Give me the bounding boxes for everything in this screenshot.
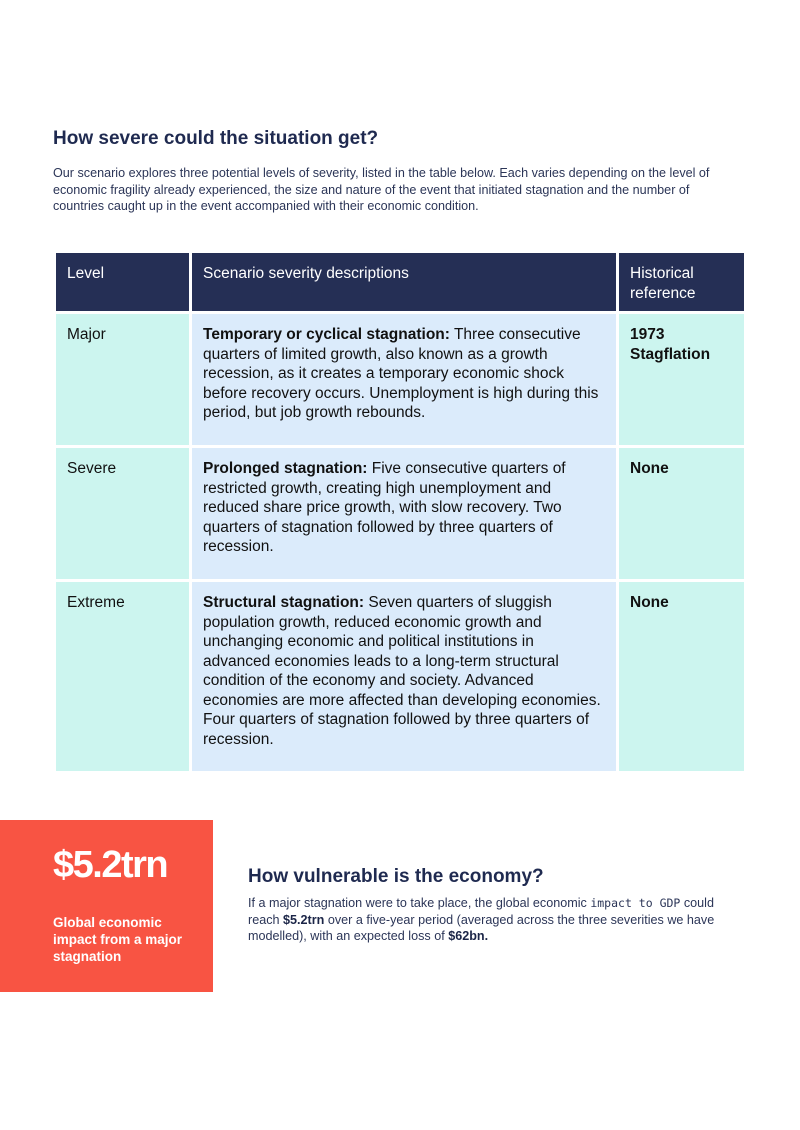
level-cell: Major: [55, 313, 191, 447]
description-cell: [191, 447, 618, 581]
vulnerability-text: could reach: [248, 896, 714, 927]
table-row: [55, 313, 746, 447]
table-header-row: [55, 252, 746, 313]
table-row: [55, 447, 746, 581]
vulnerability-text: If a major stagnation were to take place, the global economic: [248, 896, 591, 910]
description-heading: Temporary or cyclical stagnation:: [203, 326, 450, 343]
level-cell: Severe: [55, 447, 191, 581]
description-text: Seven quarters of sluggish population growth, reduced economic growth and unchanging economic and political institutions in advanced economies leads to a long-term structural condition of the economy and society. Advanced economies are more affected than developing economies. Four quarters of stagnation followed by three quarters of recession.: [203, 594, 601, 748]
reference-cell: None: [618, 447, 746, 581]
description-text: Three consecutive quarters of limited growth, also known as a growth recession, as it creates a temporary economic shock before recovery occurs. Unemployment is high during this period, but job growth rebounds.: [203, 326, 599, 421]
vulnerability-text-mono: impact to GDP: [590, 896, 681, 910]
table-row: [55, 581, 746, 773]
reference-cell: None: [618, 581, 746, 773]
level-cell: Extreme: [55, 581, 191, 773]
header-level: Level: [55, 252, 191, 313]
stat-value: $5.2trn: [53, 844, 168, 886]
stat-callout: [0, 820, 213, 992]
vulnerability-value: $5.2trn: [283, 912, 325, 927]
header-historical-reference: Historical reference: [618, 252, 746, 313]
description-cell: [191, 581, 618, 773]
stat-caption: Global economic impact from a major stagnation: [53, 915, 183, 964]
description-cell: [191, 313, 618, 447]
reference-cell: 1973 Stagflation: [618, 313, 746, 447]
section-title: How severe could the situation get?: [53, 128, 379, 149]
description-heading: Prolonged stagnation:: [203, 460, 368, 477]
intro-paragraph: Our scenario explores three potential levels of severity, listed in the table below. Each varies depending on the level of economic fragility already experienced, the size and nature of the event that initiated stagnation and the number of countries caught up in the event accompanied with their economic condition.: [53, 166, 710, 213]
vulnerability-title: How vulnerable is the economy?: [248, 866, 544, 887]
header-descriptions: Scenario severity descriptions: [191, 252, 618, 313]
vulnerability-text: over a five-year period (averaged across the three severities we have modelled), with an expected loss of: [248, 912, 715, 943]
description-heading: Structural stagnation:: [203, 594, 365, 611]
severity-table: [53, 250, 747, 774]
vulnerability-loss-value: $62bn.: [448, 929, 489, 943]
vulnerability-paragraph: [248, 895, 738, 945]
description-text: Five consecutive quarters of restricted growth, creating high unemployment and reduced share price growth, with slow recovery. Two quarters of stagnation followed by three quarters of recession.: [203, 460, 566, 555]
